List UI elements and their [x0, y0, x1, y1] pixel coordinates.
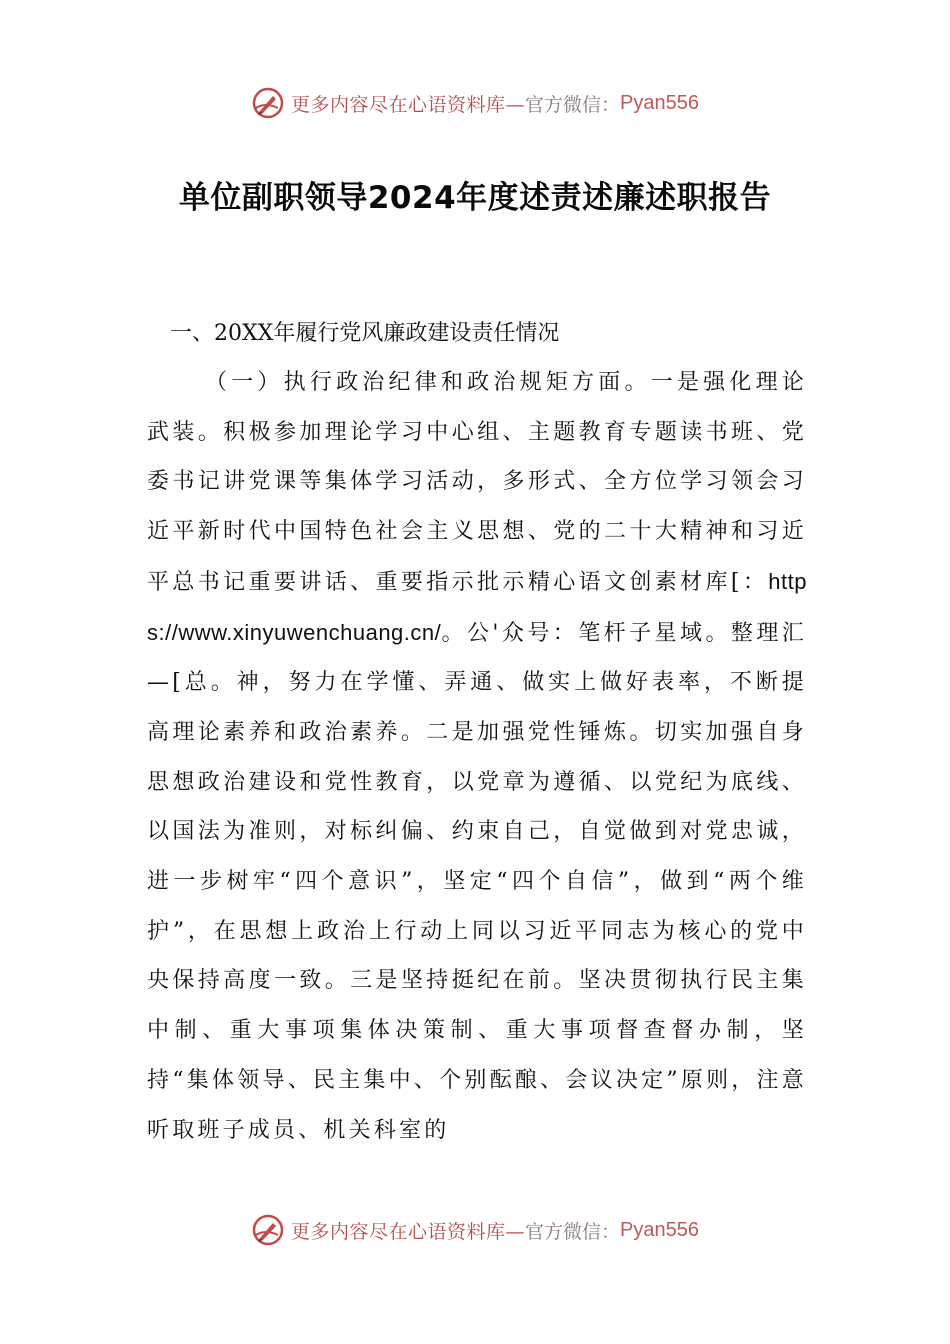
banner-wechat-label: 官方微信： [525, 93, 621, 116]
footer-banner [0, 1210, 950, 1250]
banner-text: 更多内容尽在心语资料库— [291, 93, 526, 116]
source-url: https://www.xinyuwenchuang.cn/ [147, 568, 807, 645]
document-title: 单位副职领导2024年度述责述廉述职报告 [178, 180, 772, 216]
pen-logo-icon [251, 1213, 285, 1247]
banner-wechat-id: Pyan556 [620, 1218, 699, 1241]
banner-text: 更多内容尽在心语资料库— [291, 1220, 526, 1243]
paragraph-part-1: （一）执行政治纪律和政治规矩方面。一是强化理论武装。积极参加理论学习中心组、主题教育专题读书班、党委书记讲党课等集体学习活动，多形式、全方位学习领会习近平新时代中国特色社会主义思想、党的二十大精神和习近平总书记重要讲话、重要指示批示精心语文创素材库[： [147, 370, 807, 595]
header-banner [0, 83, 950, 123]
banner-wechat-label: 官方微信： [525, 1220, 621, 1243]
pen-logo-icon [251, 86, 285, 120]
body-paragraph [147, 358, 807, 1155]
section-heading: 一、20XX年履行党风廉政建设责任情况 [170, 321, 560, 346]
paragraph-part-2: 。公'众号：笔杆子星域。整理汇—[总。神，努力在学懂、弄通、做实上做好表率，不断提高理论素养和政治素养。二是加强党性锤炼。切实加强自身思想政治建设和党性教育，以党章为遵循、以党纪为底线、以国法为准则，对标纠偏、约束自己，自觉做到对党忠诚，进一步树牢“四个意识”，坚定“四个自信”，做到“两个维护”，在思想上政治上行动上同以习近平同志为核心的党中央保持高度一致。三是坚持挺纪在前。坚决贯彻执行民主集中制、重大事项集体决策制、重大事项督查督办制，坚持“集体领导、民主集中、个别酝酿、会议决定”原则，注意听取班子成员、机关科室的 [147, 620, 807, 1143]
banner-wechat-id: Pyan556 [620, 91, 699, 114]
